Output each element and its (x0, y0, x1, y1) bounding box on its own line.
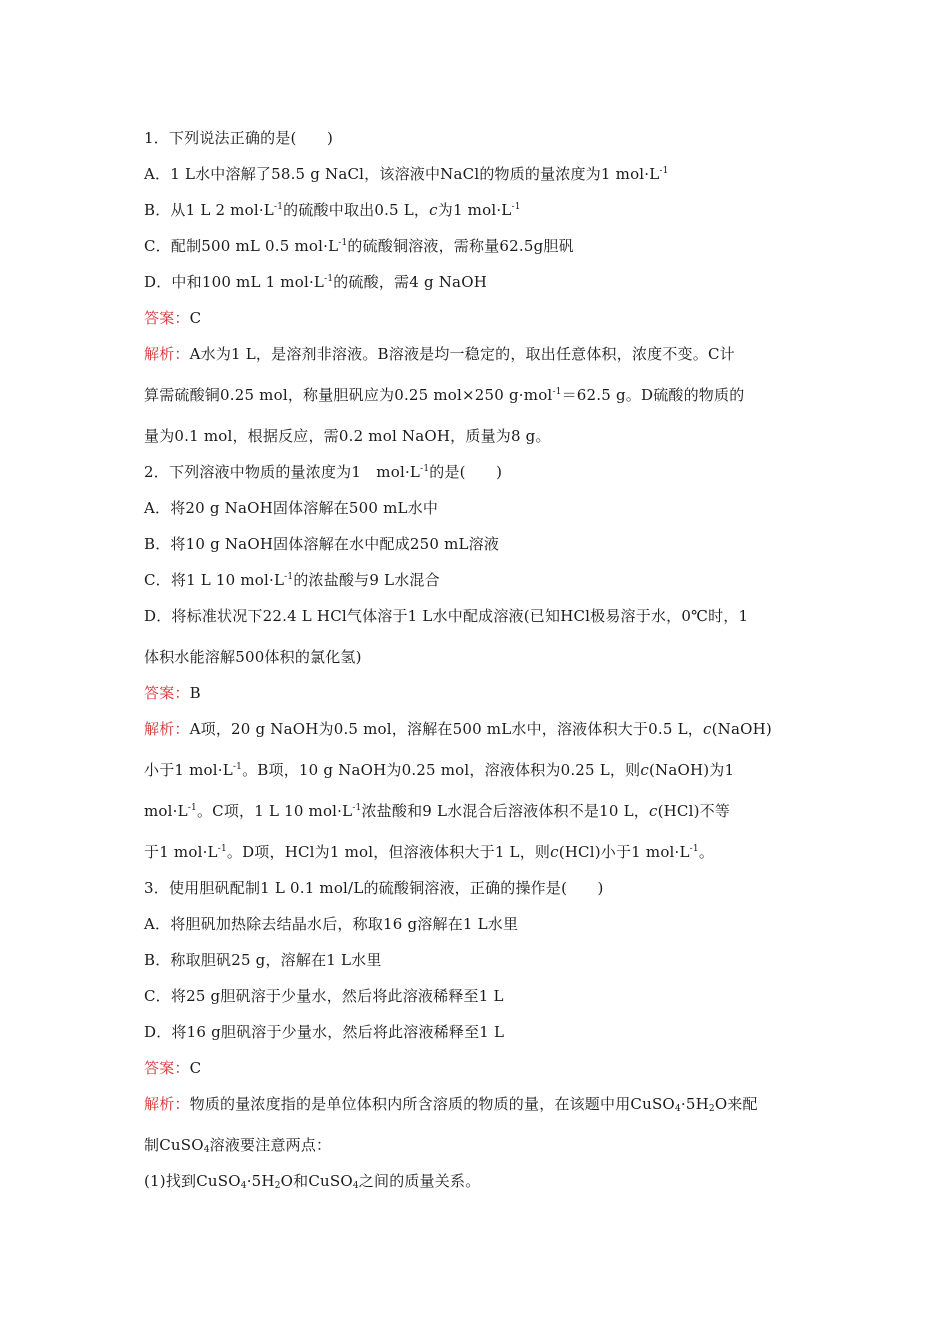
q1-option-a: A．1 L水中溶解了58.5 g NaCl，该溶液中NaCl的物质的量浓度为1 $mol\cdot L^{-1}$ (144, 165, 669, 183)
q2-analysis-line-3: $mol\cdot L^{-1}$。C项，1 L 10 $mol\cdot L^{-1}$浓盐酸和9 L水混合后溶液体积不是10 L，c(HCl)不等 (144, 802, 731, 820)
q3-option-b: B．称取胆矾25 g，溶解在1 L水里 (144, 951, 382, 969)
q2-analysis-line-2: 小于1 $mol\cdot L^{-1}$。B项，10 g NaOH为0.25 mol，溶液体积为0.25 L，则c(NaOH)为1 (144, 761, 735, 779)
q1-option-b: B．从1 L 2 $mol\cdot L^{-1}$的硫酸中取出0.5 L，c为1 $mol\cdot L^{-1}$ (144, 201, 521, 219)
q1-answer: 答案：C (144, 309, 202, 327)
q3-option-a: A．将胆矾加热除去结晶水后，称取16 g溶解在1 L水里 (144, 915, 519, 933)
analysis-label: 解析： (144, 720, 190, 738)
analysis-label: 解析： (144, 1095, 190, 1113)
q3-analysis-line-2: 制CuSO$_4$溶液要注意两点： (144, 1136, 332, 1155)
q2-option-d-line-1: D．将标准状况下22.4 L HCl气体溶于1 L水中配成溶液(已知HCl极易溶于水，0℃时，1 (144, 607, 749, 625)
q2-analysis-line-1: 解析：A项，20 g NaOH为0.5 mol，溶解在500 mL水中，溶液体积大于0.5 L，c(NaOH) (144, 720, 772, 738)
q2-option-b: B．将10 g NaOH固体溶解在水中配成250 mL溶液 (144, 535, 500, 553)
answer-label: 答案： (144, 684, 190, 702)
q3-analysis-line-1: 解析：物质的量浓度指的是单位体积内所含溶质的物质的量，在该题中用$CuSO_4\cdot 5H_2O$来配 (144, 1095, 758, 1114)
q3-stem: 3．使用胆矾配制1 L 0.1 mol/L的硫酸铜溶液，正确的操作是( ) (144, 879, 604, 897)
q1-analysis-line-1: 解析：A水为1 L，是溶剂非溶液。B溶液是均一稳定的，取出任意体积，浓度不变。C计 (144, 345, 735, 363)
q1-option-c: C．配制500 mL 0.5 $mol\cdot L^{-1}$的硫酸铜溶液，需称量62.5g胆矾 (144, 237, 574, 255)
q1-option-d: D．中和100 mL 1 $mol\cdot L^{-1}$的硫酸，需4 g NaOH (144, 273, 487, 291)
answer-label: 答案： (144, 309, 190, 327)
q1-analysis-line-3: 量为0.1 mol，根据反应，需0.2 mol NaOH，质量为8 g。 (144, 427, 551, 445)
answer-label: 答案： (144, 1059, 190, 1077)
q3-option-d: D．将16 g胆矾溶于少量水，然后将此溶液稀释至1 L (144, 1023, 505, 1041)
q2-analysis-line-4: 于1 $mol\cdot L^{-1}$。D项，HCl为1 mol，但溶液体积大于1 L，则c(HCl)小于1 $mol\cdot L^{-1}$。 (144, 843, 715, 861)
q2-stem: 2．下列溶液中物质的量浓度为1 $mol\cdot L^{-1}$的是( ) (144, 463, 503, 481)
q2-option-c: C．将1 L 10 $mol\cdot L^{-1}$的浓盐酸与9 L水混合 (144, 571, 440, 589)
q1-stem: 1．下列说法正确的是( ) (144, 129, 334, 147)
q1-analysis-line-2: 算需硫酸铜0.25 mol，称量胆矾应为0.25 mol×250 g·mol$^{-1}$＝62.5 g。D硫酸的物质的 (144, 386, 745, 404)
q2-option-d-line-2: 体积水能溶解500体积的氯化氢) (144, 648, 362, 666)
q3-option-c: C．将25 g胆矾溶于少量水，然后将此溶液稀释至1 L (144, 987, 504, 1005)
q2-option-a: A．将20 g NaOH固体溶解在500 mL水中 (144, 499, 439, 517)
q3-answer: 答案：C (144, 1059, 202, 1077)
q2-answer: 答案：B (144, 684, 201, 702)
analysis-label: 解析： (144, 345, 190, 363)
q3-analysis-line-3: (1)找到$CuSO_4\cdot 5H_2O$和CuSO$_4$之间的质量关系。 (144, 1172, 481, 1191)
